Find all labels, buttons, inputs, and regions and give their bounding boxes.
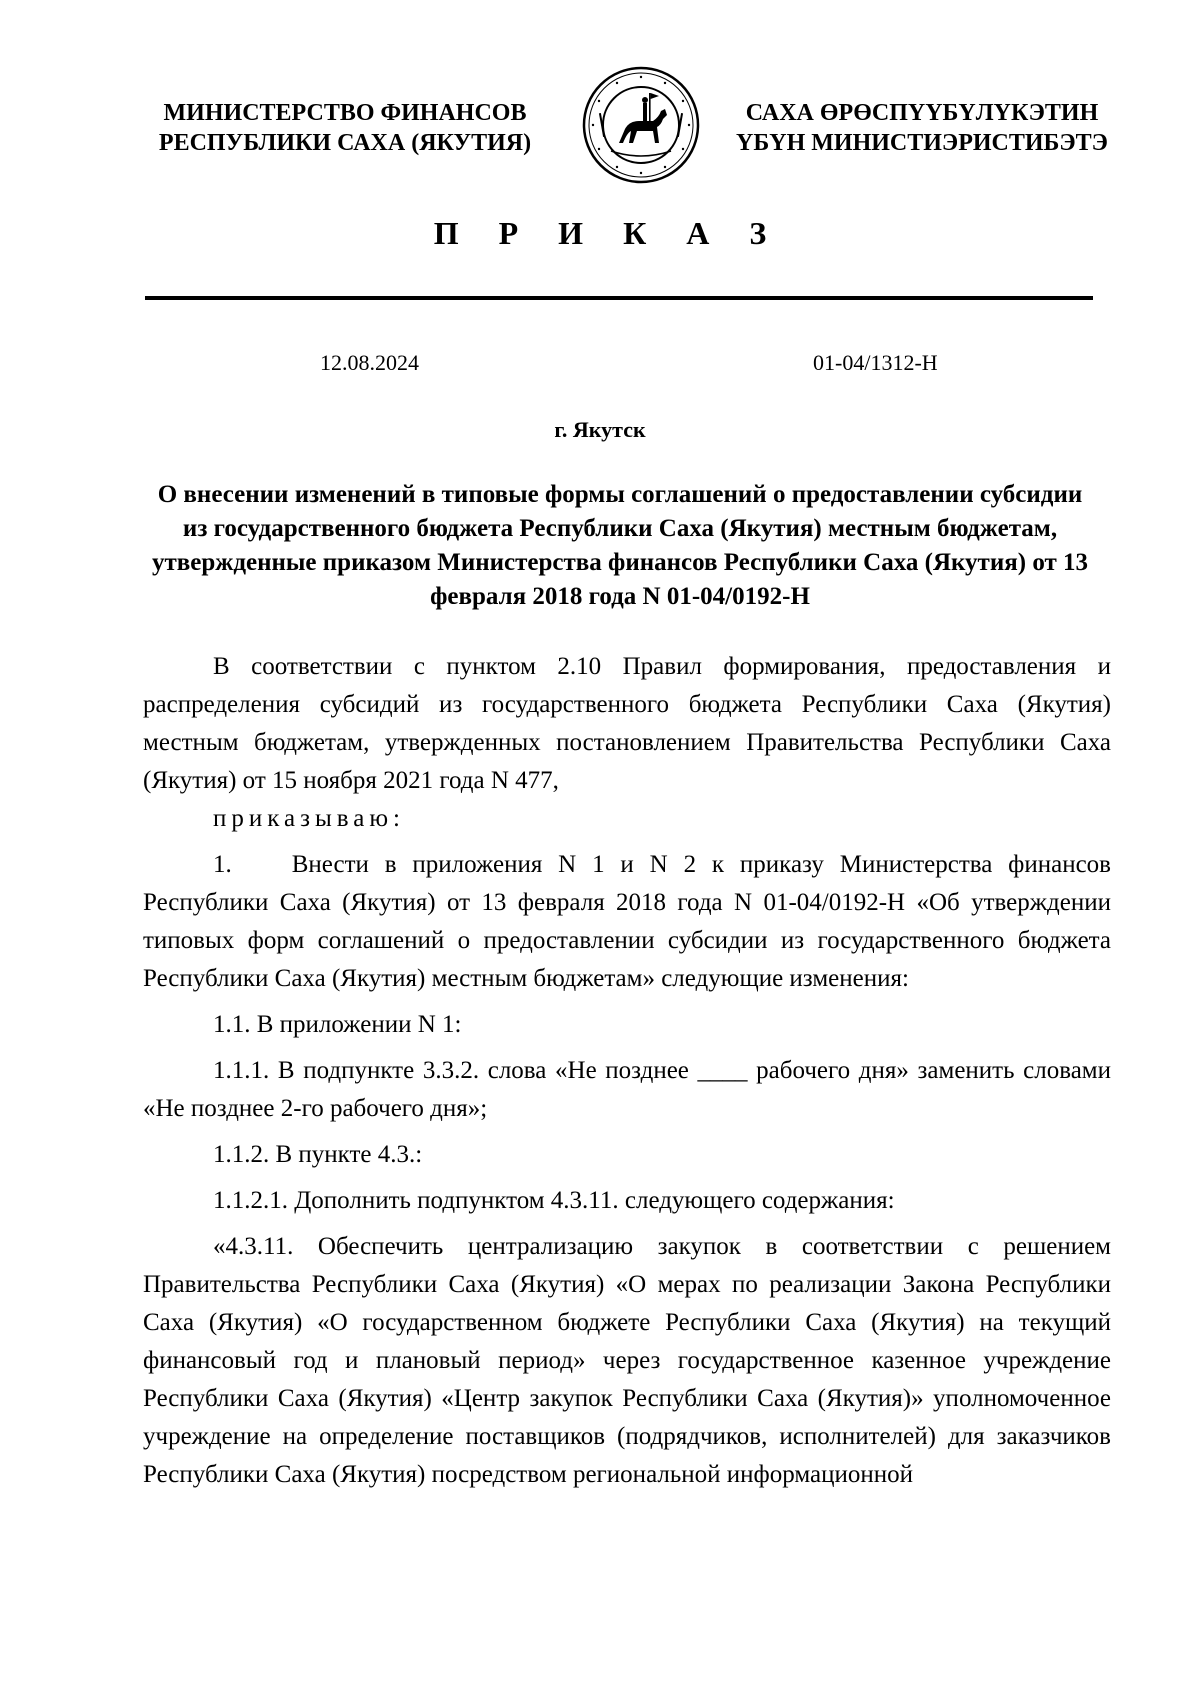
header-divider: [145, 296, 1093, 300]
item-1-number: 1.: [213, 851, 232, 878]
item-1-1-2-paragraph: 1.1.2. В пункте 4.3.:: [213, 1141, 423, 1168]
ministry-name-yakut-line2: ҮБҮН МИНИСТИЭРИСТИБЭТЭ: [736, 130, 1108, 156]
coat-of-arms-icon: [581, 65, 701, 185]
ministry-name-yakut: [722, 98, 1122, 158]
item-1-1-1-paragraph: 1.1.1. В подпункте 3.3.2. слова «Не позднее ____ рабочего дня» заменить словами «Не позднее 2-го рабочего дня»;: [143, 1057, 1111, 1122]
ministry-name-russian: [135, 98, 555, 158]
item-4-3-11-paragraph: «4.3.11. Обеспечить централизацию закупок в соответствии с решением Правительства Республики Саха (Якутия) «О мерах по реализации Закона Республики Саха (Якутия) «О государственном бюджете Республики Саха (Якутия) на текущий финансовый год и плановый период» через государственное казенное учреждение Республики Саха (Якутия) «Центр закупок Республики Саха (Якутия)» уполномоченное учреждение на определение поставщиков (подрядчиков, исполнителей) для заказчиков Республики Саха (Якутия) посредством региональной информационной: [143, 1233, 1111, 1488]
ministry-name-line1: МИНИСТЕРСТВО ФИНАНСОВ: [163, 100, 527, 126]
ministry-name-yakut-line1: САХА ӨРӨСПҮҮБҮЛҮКЭТИН: [745, 100, 1099, 126]
item-1-1-2-1-paragraph: 1.1.2.1. Дополнить подпунктом 4.3.11. следующего содержания:: [213, 1187, 895, 1214]
item-1-text: Внести в приложения N 1 и N 2 к приказу Министерства финансов Республики Саха (Якутия) от 13 февраля 2018 года N 01-04/0192-Н «Об утверждении типовых форм соглашений о предоставлении субсидии из государственного бюджета Республики Саха (Якутия) местным бюджетам» следующие изменения:: [143, 851, 1111, 992]
document-number: 01-04/1312-Н: [813, 350, 938, 375]
preamble-paragraph: В соответствии с пунктом 2.10 Правил формирования, предоставления и распределения субсидий из государственного бюджета Республики Саха (Якутия) местным бюджетам, утвержденных постановлением Правительства Республики Саха (Якутия) от 15 ноября 2021 года N 477,: [143, 653, 1111, 794]
ministry-name-line2: РЕСПУБЛИКИ САХА (ЯКУТИЯ): [158, 130, 532, 156]
item-1-1-paragraph: 1.1. В приложении N 1:: [213, 1011, 462, 1038]
item-1-paragraph: [143, 846, 1111, 998]
document-subject: О внесении изменений в типовые формы соглашений о предоставлении субсидии из государственного бюджета Республики Саха (Якутия) местным бюджетам, утвержденные приказом Министерства финансов Республики Саха (Якутия) от 13 февраля 2018 года N 01-04/0192-Н: [151, 481, 1089, 610]
document-title: П Р И К А З: [433, 215, 783, 251]
document-date: 12.08.2024: [320, 350, 419, 375]
order-phrase: приказываю:: [213, 805, 405, 832]
document-city: г. Якутск: [554, 417, 646, 442]
document-body: [143, 648, 1111, 1494]
